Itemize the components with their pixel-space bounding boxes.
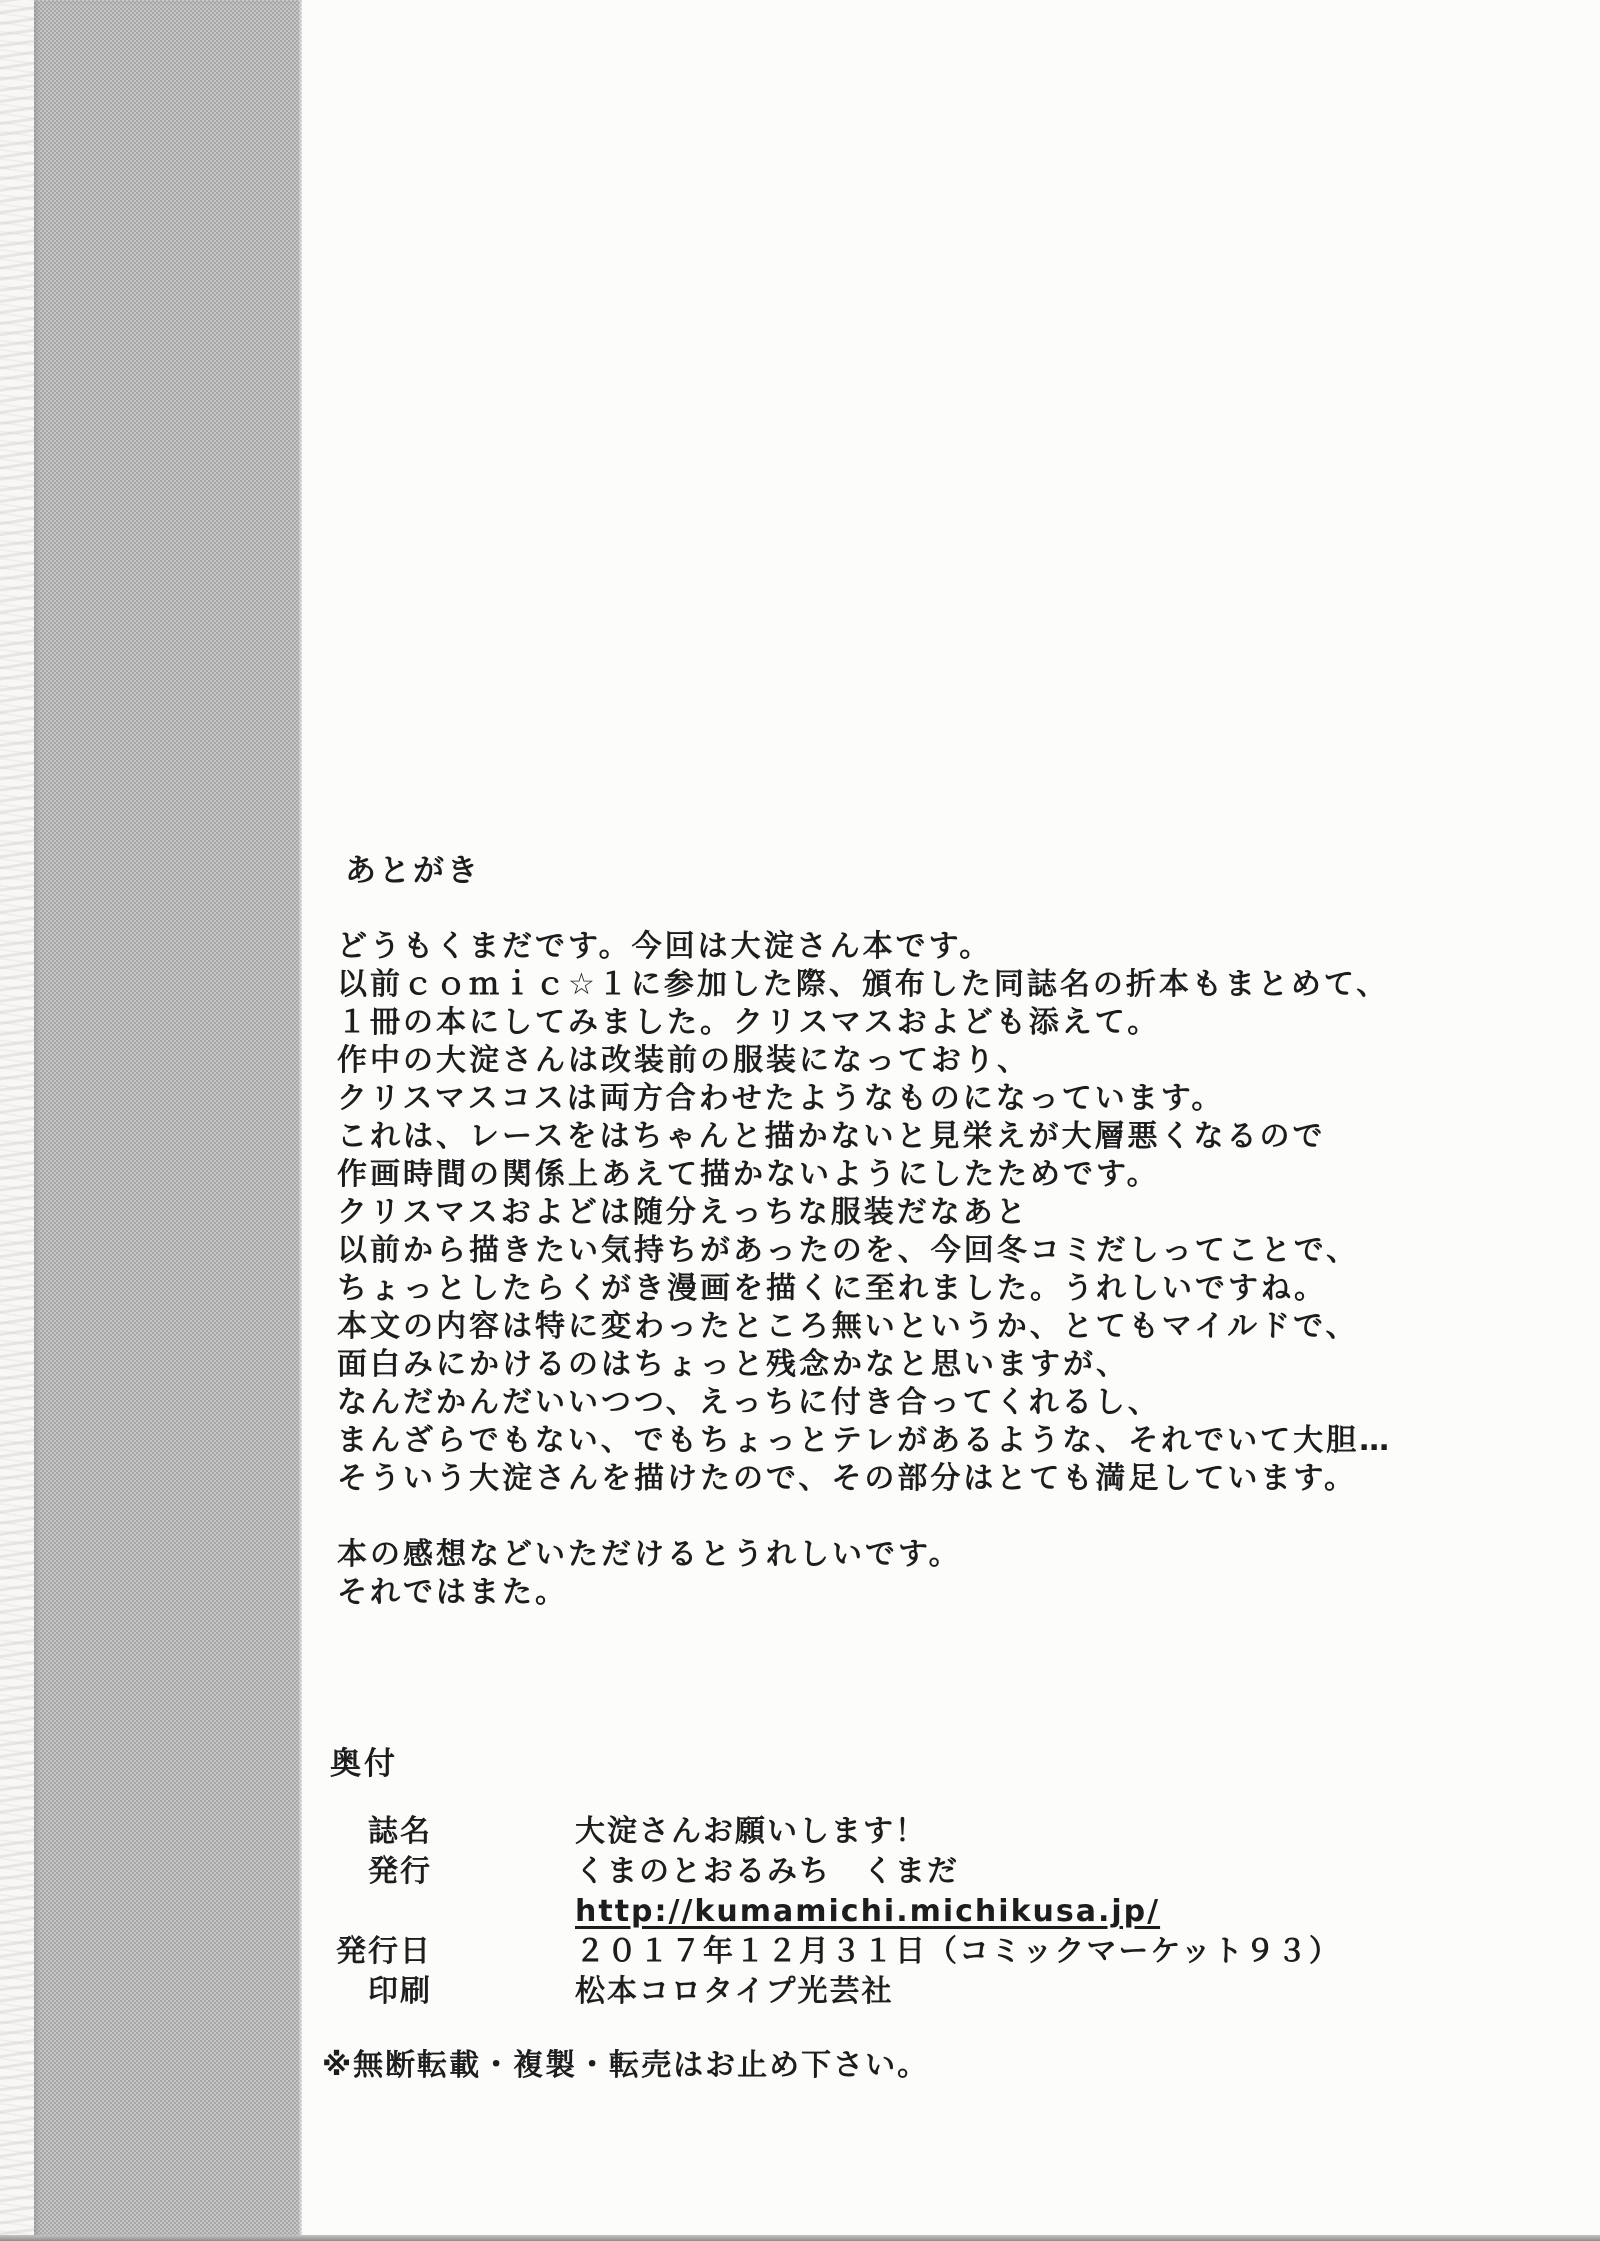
colophon-label: 発行日 [336, 1934, 432, 1969]
colophon-row-title [330, 1812, 1530, 1852]
afterword-line: 以前ｃｏｍｉｃ☆１に参加した際、頒布した同誌名の折本もまとめて、 [337, 967, 1390, 1002]
reproduction-notice: ※無断転載・複製・転売はお止め下さい。 [322, 2048, 930, 2083]
afterword-body [337, 928, 1567, 1612]
afterword-line: １冊の本にしてみました。クリスマスおよども添えて。 [337, 1005, 1161, 1040]
afterword-line: クリスマスおよどは随分えっちな服装だなあと [337, 1195, 1029, 1230]
colophon-label: 印刷 [368, 1974, 432, 2009]
colophon-label: 発行 [368, 1854, 432, 1889]
afterword-line: 本文の内容は特に変わったところ無いというか、とてもマイルドで、 [337, 1309, 1359, 1344]
colophon-value: ２０１７年１２月３１日（コミックマーケット９３） [575, 1934, 1341, 1969]
afterword-line: ちょっとしたらくがき漫画を描くに至れました。うれしいですね。 [337, 1271, 1327, 1306]
colophon-row-website [330, 1892, 1530, 1932]
afterword-line: どうもくまだです。今回は大淀さん本です。 [337, 929, 993, 964]
colophon-heading: 奥付 [330, 1746, 398, 1782]
colophon-label: 誌名 [368, 1814, 432, 1849]
afterword-line: それではまた。 [337, 1575, 568, 1610]
colophon-row-publication-date [330, 1932, 1530, 1972]
colophon-label [330, 1892, 432, 1932]
afterword-heading: あとがき [345, 853, 481, 889]
afterword-line: なんだかんだいいつつ、えっちに付き合ってくれるし、 [337, 1385, 1161, 1420]
afterword-line: 本の感想などいただけるとうれしいです。 [337, 1537, 962, 1572]
colophon-row-publisher [330, 1852, 1530, 1892]
afterword-line-blank [337, 1498, 1567, 1536]
afterword-line: 面白みにかけるのはちょっと残念かなと思いますが、 [337, 1347, 1129, 1382]
colophon-table [330, 1812, 1530, 2012]
afterword-line: これは、レースをはちゃんと描かないと見栄えが大層悪くなるので [337, 1119, 1326, 1154]
website-url: http://kumamichi.michikusa.jp/ [575, 1894, 1161, 1929]
colophon-row-printer [330, 1972, 1530, 2012]
colophon-value: 大淀さんお願いします！ [575, 1814, 927, 1849]
colophon-value: 松本コロタイプ光芸社 [575, 1974, 894, 2009]
afterword-line: 作中の大淀さんは改装前の服装になっており、 [337, 1043, 1030, 1078]
colophon-value: くまのとおるみち くまだ [575, 1854, 959, 1889]
afterword-line: 以前から描きたい気持ちがあったのを、今回冬コミだしってことで、 [337, 1233, 1360, 1268]
afterword-line: そういう大淀さんを描けたので、その部分はとても満足しています。 [337, 1461, 1357, 1496]
afterword-line: クリスマスコスは両方合わせたようなものになっています。 [337, 1081, 1225, 1116]
afterword-line: まんざらでもない、でもちょっとテレがあるような、それでいて大胆… [337, 1423, 1393, 1458]
afterword-line: 作画時間の関係上あえて描かないようにしたためです。 [337, 1157, 1160, 1192]
